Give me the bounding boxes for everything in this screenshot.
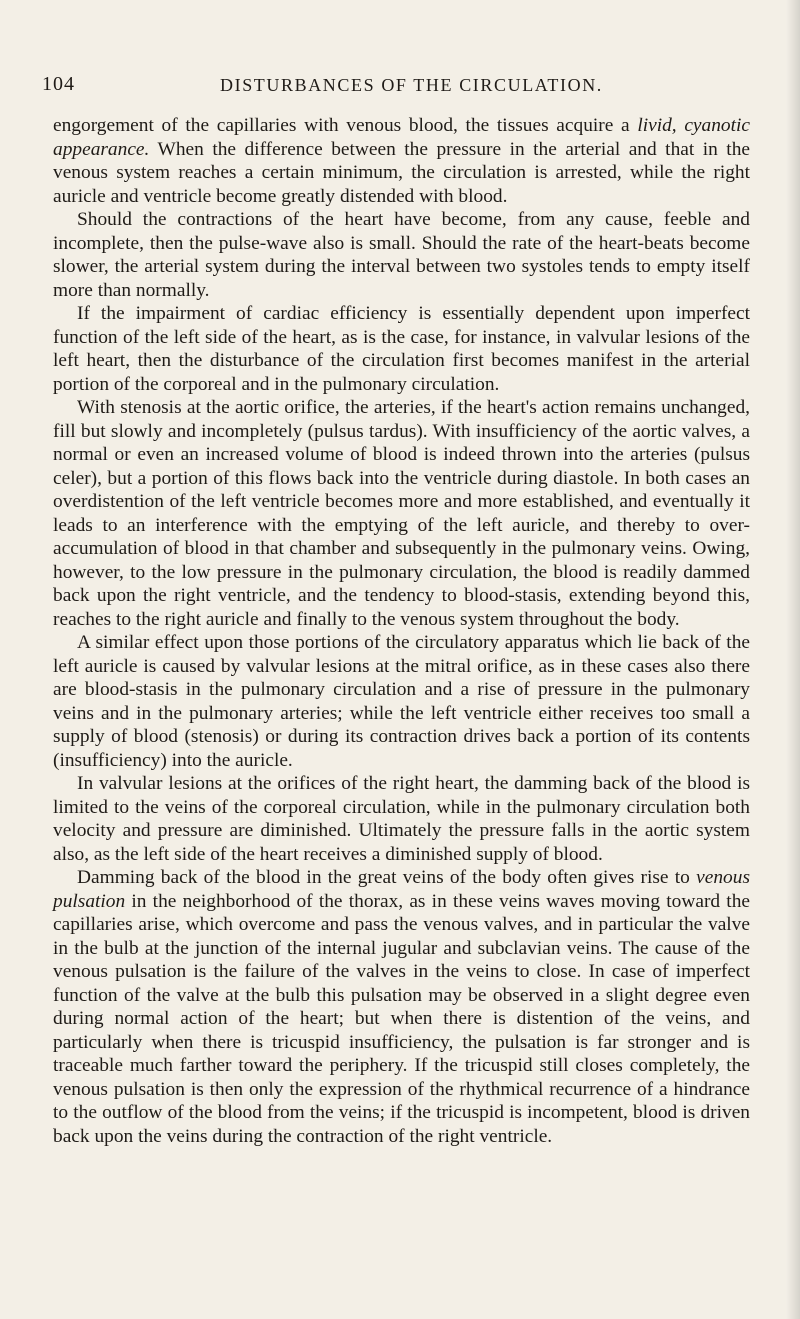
running-title: DISTURBANCES OF THE CIRCULATION. xyxy=(220,75,603,95)
body-text xyxy=(53,114,750,1148)
paragraph-1-end: When the difference between the pressure in the arterial and that in the venous system reaches a certain minimum, the circulation is arrested, while the right auricle and ventricle become greatly distended with blood. xyxy=(53,138,750,207)
page-edge-shadow xyxy=(786,0,800,1319)
paragraph-2: Should the contractions of the heart have become, from any cause, feeble and incomplete, then the pulse-wave also is small. Should the rate of the heart-beats become slower, the arterial system during the interval between two systoles tends to empty itself more than normally. xyxy=(53,209,750,301)
paragraph-7-end: in the neighborhood of the thorax, as in these veins waves moving toward the capillaries arise, which overcome and pass the venous valves, and in particular the valve in the bulb at the junction of the internal jugular and subclavian veins. The cause of the venous pulsation is the failure of the valves in the veins to close. In case of imperfect function of the valve at the bulb this pulsation may be observed in a slight degree even during normal action of the heart; but when there is distention of the veins, and particularly when there is tricuspid insufficiency, the pulsation is far stronger and is traceable much farther toward the periphery. If the tricuspid still closes completely, the venous pulsation is then only the expression of the rhythmical recurrence of a hindrance to the outflow of the blood from the veins; if the tricuspid is incompetent, blood is driven back upon the veins during the contraction of the right ventricle. xyxy=(53,890,750,1147)
paragraph-7-emphasis: venous pulsation xyxy=(53,867,750,912)
paragraph-1 xyxy=(53,114,750,208)
paragraph-7-start: Damming back of the blood in the great veins of the body often gives rise to xyxy=(77,867,697,888)
paragraph-1-emphasis: livid, cyanotic appearance. xyxy=(53,115,750,160)
paragraph-3: If the impairment of cardiac efficiency is essentially dependent upon imperfect function of the left side of the heart, as is the case, for instance, in valvular lesions of the left heart, then the disturbance of the circulation first becomes manifest in the arterial portion of the corporeal and in the pulmonary circulation. xyxy=(53,303,750,395)
paragraph-5: A similar effect upon those portions of the circulatory apparatus which lie back of the left auricle is caused by valvular lesions at the mitral orifice, as in these cases also there are blood-stasis in the pulmonary circulation and a rise of pressure in the pulmonary veins and in the pulmonary arteries; while the left ventricle either receives too small a supply of blood (stenosis) or during its contraction drives back a portion of its contents (insufficiency) into the auricle. xyxy=(53,632,750,771)
paragraph-1-start: engorgement of the capillaries with venous blood, the tissues acquire a xyxy=(53,115,638,136)
paragraph-6: In valvular lesions at the orifices of the right heart, the damming back of the blood is limited to the veins of the corporeal circulation, while in the pulmonary circulation both velocity and pressure are diminished. Ultimately the pressure falls in the aortic system also, as the left side of the heart receives a diminished supply of blood. xyxy=(53,773,750,865)
paragraph-4: With stenosis at the aortic orifice, the arteries, if the heart's action remains unchanged, fill but slowly and incompletely (pulsus tardus). With insufficiency of the aortic valves, a normal or even an increased volume of blood is indeed thrown into the arteries (pulsus celer), but a portion of this flows back into the ventricle during diastole. In both cases an overdistention of the left ventricle becomes more and more established, and eventually it leads to an interference with the emptying of the left auricle, and thereby to over-accumulation of blood in that chamber and subsequently in the pulmonary veins. Owing, however, to the low pressure in the pulmonary circulation, the blood is readily dammed back upon the right ventricle, and the tendency to blood-stasis, extending beyond this, reaches to the right auricle and finally to the venous system throughout the body. xyxy=(53,397,750,630)
page-header xyxy=(40,73,740,101)
page-number: 104 xyxy=(42,73,75,95)
paragraph-7 xyxy=(53,866,750,1148)
